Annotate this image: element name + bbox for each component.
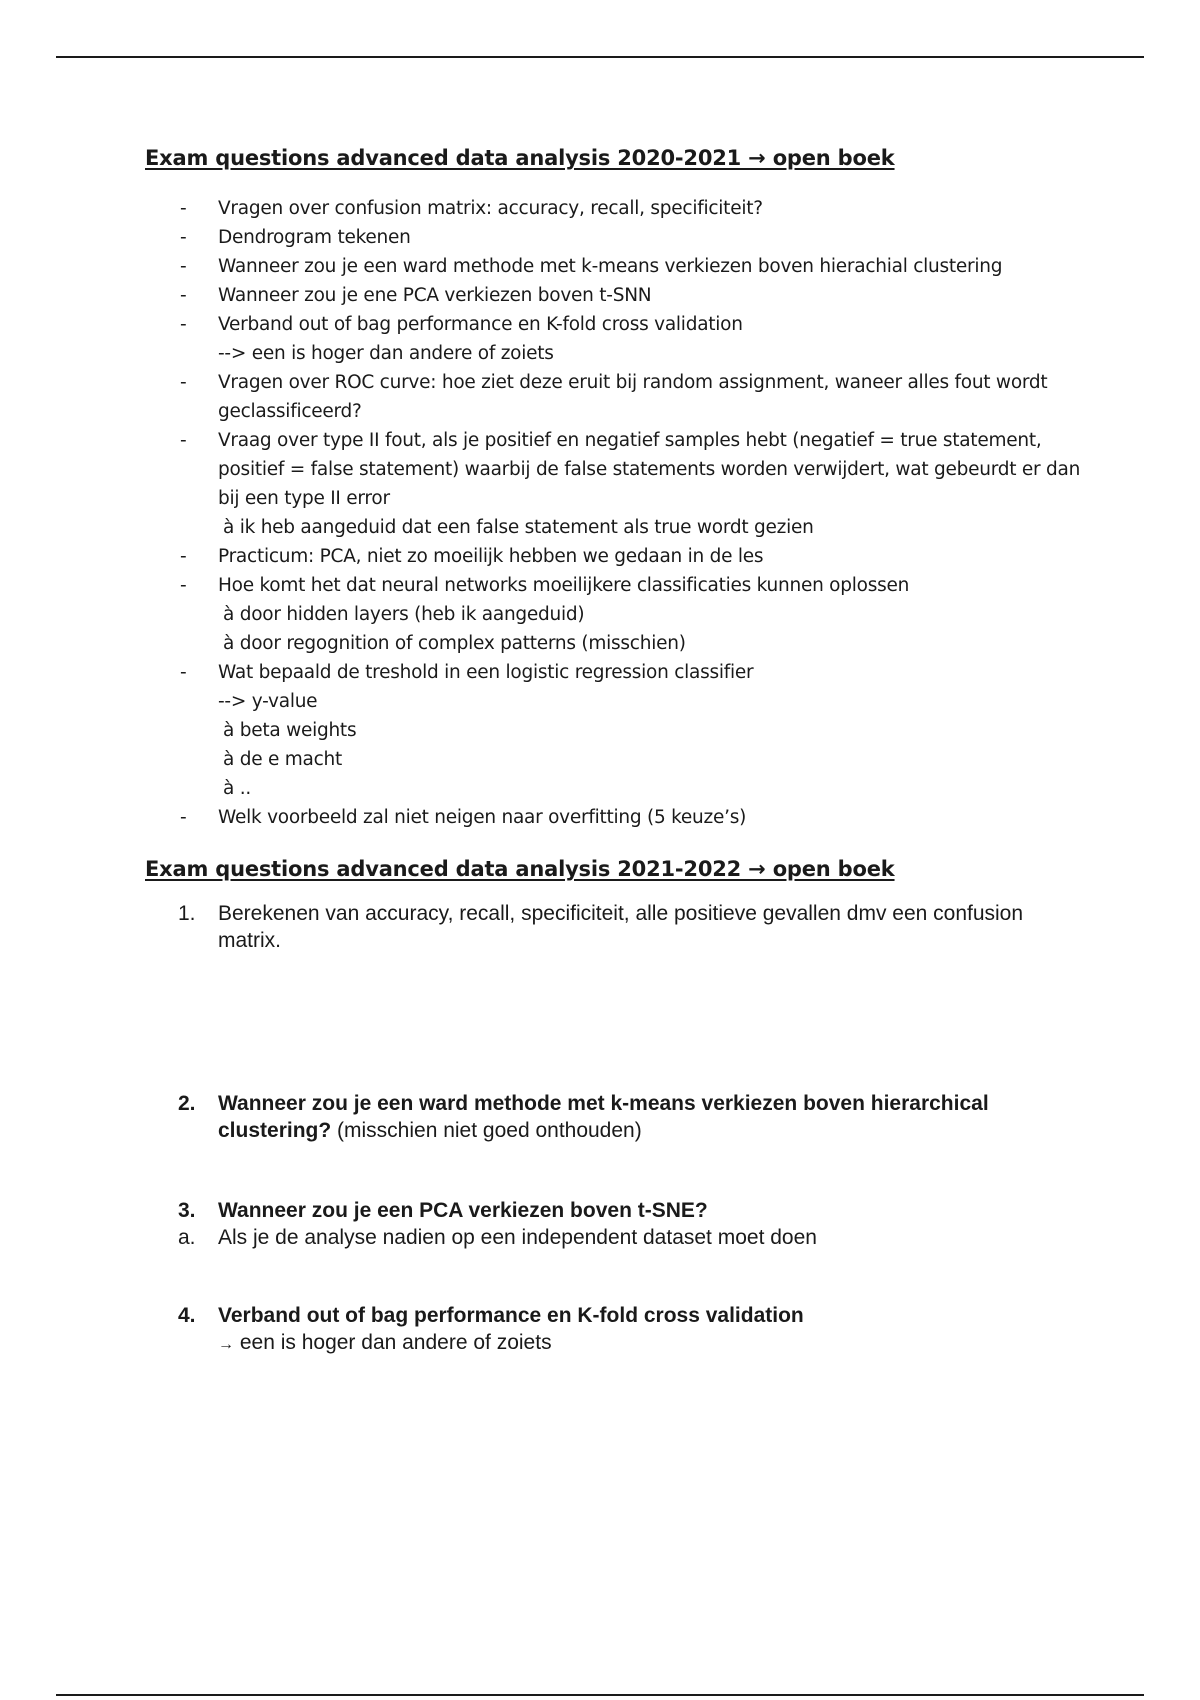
section-1-heading: Exam questions advanced data analysis 2020-2021 → open boek bbox=[145, 146, 895, 170]
section-2-heading: Exam questions advanced data analysis 2021-2022 → open boek bbox=[145, 857, 895, 881]
list-item-note: à de e macht bbox=[223, 749, 342, 770]
question-number: 1. bbox=[178, 902, 196, 925]
bullet-dash: - bbox=[180, 430, 187, 451]
list-item: - Wat bepaald de treshold in een logistic regression classifier --> y-value à beta weights à de e macht à .. bbox=[178, 658, 1080, 803]
question-number: 3. bbox=[178, 1199, 196, 1222]
list-item-note: --> y-value bbox=[218, 691, 318, 712]
list-item-continuation: bij een type II error bbox=[218, 488, 390, 509]
list-item-continuation: positief = false statement) waarbij de false statements worden verwijdert, wat gebeurdt er dan bbox=[218, 459, 1081, 480]
list-item-note: à beta weights bbox=[223, 720, 357, 741]
list-item: - Hoe komt het dat neural networks moeilijkere classificaties kunnen oplossen à door hidden layers (heb ik aangeduid) à door regognition of complex patterns (misschien) bbox=[178, 571, 1080, 658]
exam-2020-question-list bbox=[178, 194, 1080, 832]
bullet-dash: - bbox=[180, 546, 187, 567]
list-item-note: à ik heb aangeduid dat een false statement als true wordt gezien bbox=[223, 517, 814, 538]
bullet-dash: - bbox=[180, 807, 187, 828]
list-item-note: à door hidden layers (heb ik aangeduid) bbox=[223, 604, 585, 625]
header-rule bbox=[56, 56, 1144, 58]
list-item: - Verband out of bag performance en K-fold cross validation --> een is hoger dan andere of zoiets bbox=[178, 310, 1080, 368]
answer-letter: a. bbox=[178, 1226, 196, 1249]
arrow-icon: → bbox=[218, 1336, 234, 1353]
bullet-dash: - bbox=[180, 227, 187, 248]
list-item: - Wanneer zou je een ward methode met k-means verkiezen boven hierachial clustering bbox=[178, 252, 1080, 281]
question-number: 4. bbox=[178, 1304, 196, 1327]
question-text: Verband out of bag performance en K-fold cross validation bbox=[218, 1304, 804, 1327]
list-item-continuation: geclassificeerd? bbox=[218, 401, 362, 422]
bullet-dash: - bbox=[180, 372, 187, 393]
bullet-dash: - bbox=[180, 314, 187, 335]
question-text: Wanneer zou je een PCA verkiezen boven t-SNE? bbox=[218, 1199, 708, 1222]
question-number: 2. bbox=[178, 1092, 196, 1115]
list-item: - Dendrogram tekenen bbox=[178, 223, 1080, 252]
bullet-dash: - bbox=[180, 256, 187, 277]
list-item: - Vragen over ROC curve: hoe ziet deze eruit bij random assignment, waneer alles fout wordt geclassificeerd? bbox=[178, 368, 1080, 426]
list-item: - Wanneer zou je ene PCA verkiezen boven t-SNN bbox=[178, 281, 1080, 310]
answer-text: → een is hoger dan andere of zoiets bbox=[218, 1331, 552, 1354]
bullet-dash: - bbox=[180, 198, 187, 219]
question-text: Berekenen van accuracy, recall, specificiteit, alle positieve gevallen dmv een confusion matrix. bbox=[218, 902, 1024, 952]
list-item: - Practicum: PCA, niet zo moeilijk hebben we gedaan in de les bbox=[178, 542, 1080, 571]
footer-rule bbox=[56, 1694, 1144, 1696]
bullet-dash: - bbox=[180, 662, 187, 683]
list-item: - Vraag over type II fout, als je positief en negatief samples hebt (negatief = true statement, positief = false statement) waarbij de false statements worden verwijdert, wat gebeurdt er dan bij een type II error à ik heb aangeduid dat een false statement als true wordt gezien bbox=[178, 426, 1080, 542]
list-item: - Welk voorbeeld zal niet neigen naar overfitting (5 keuze’s) bbox=[178, 803, 1080, 832]
list-item: - Vragen over confusion matrix: accuracy, recall, specificiteit? bbox=[178, 194, 1080, 223]
list-item-note: à door regognition of complex patterns (misschien) bbox=[223, 633, 686, 654]
bullet-dash: - bbox=[180, 575, 187, 596]
answer-text: Als je de analyse nadien op een independent dataset moet doen bbox=[218, 1226, 817, 1249]
list-item-note: --> een is hoger dan andere of zoiets bbox=[218, 343, 554, 364]
bullet-dash: - bbox=[180, 285, 187, 306]
question-note: (misschien niet goed onthouden) bbox=[331, 1119, 642, 1142]
question-text: Wanneer zou je een ward methode met k-means verkiezen boven hierarchical clustering? (misschien niet goed onthouden) bbox=[218, 1092, 989, 1142]
list-item-note: à .. bbox=[223, 778, 251, 799]
